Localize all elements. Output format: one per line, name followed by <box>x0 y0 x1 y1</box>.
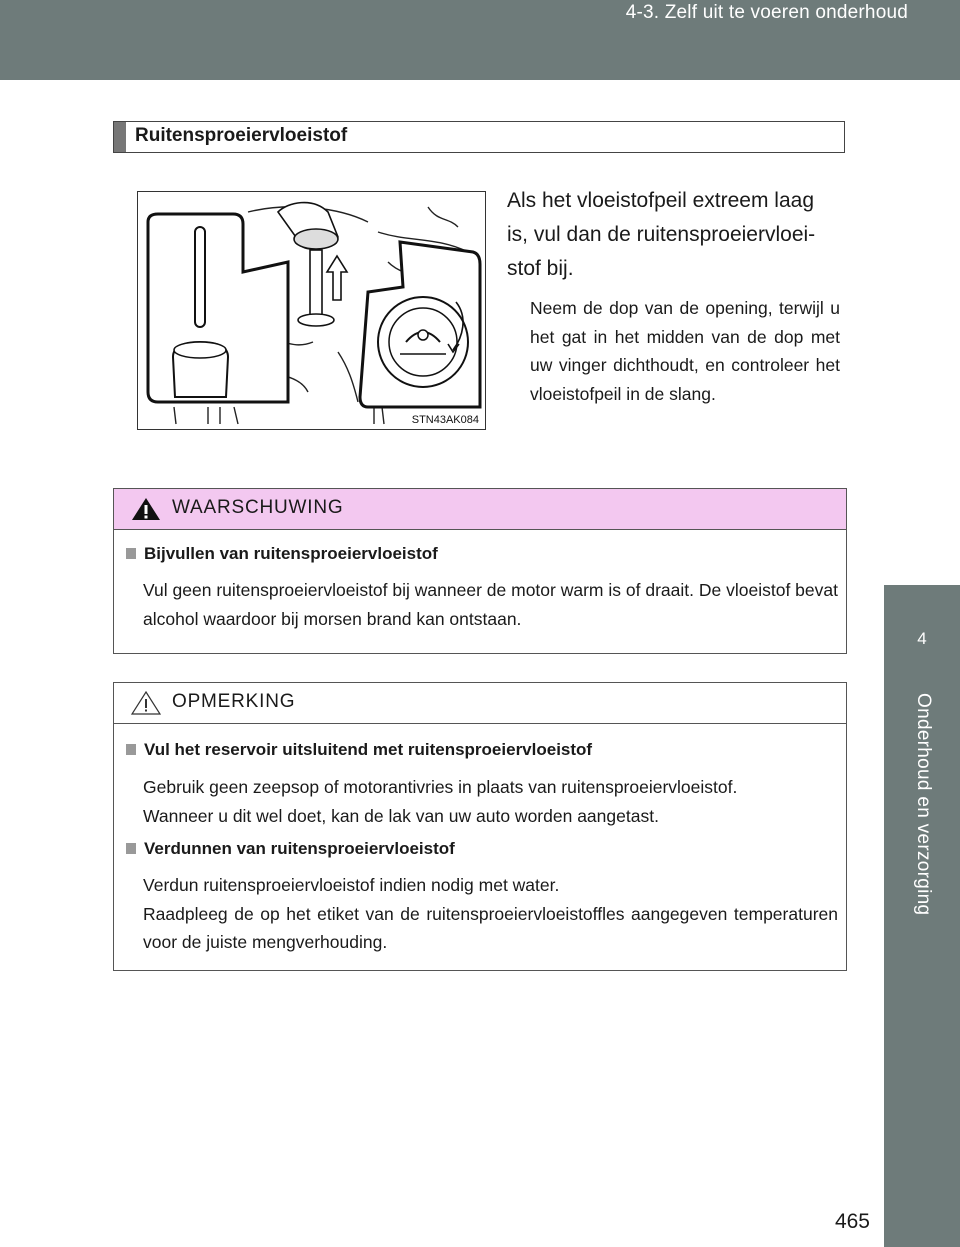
notice-box <box>113 682 847 971</box>
notice-triangle-icon <box>131 691 161 715</box>
square-bullet-icon <box>126 548 136 559</box>
intro-text: Als het vloeistofpeil extreem laag is, vul dan de ruitensproeiervloei-stof bij. <box>507 189 816 280</box>
notice-title: OPMERKING <box>172 691 296 712</box>
notice-item-title: Vul het reservoir uitsluitend met ruitensproeiervloeistof <box>126 740 592 760</box>
chapter-title: Onderhoud en verzorging <box>913 693 934 916</box>
washer-fluid-illustration <box>137 191 486 430</box>
notice-item-title: Verdunnen van ruitensproeiervloeistof <box>126 839 455 859</box>
washer-reservoir-drawing <box>138 192 484 428</box>
warning-item-body: Vul geen ruitensproeiervloeistof bij wanneer de motor warm is of draait. De vloeistof bevat alcohol waardoor bij morsen brand kan ontstaan. <box>143 580 838 629</box>
intro-detail: Neem de dop van de opening, terwijl u het gat in het midden van de dop met uw vinger dichthoudt, en controleer het vloeistofpeil in de slang. <box>530 298 840 404</box>
warning-box <box>113 488 847 654</box>
notice-header <box>114 683 846 724</box>
notice-item-body: Verdun ruitensproeiervloeistof indien nodig met water. Raadpleeg de op het etiket van de ruitensproeiervloeistoffles aangegeven temperaturen voor de juiste mengverhouding. <box>143 875 838 952</box>
warning-header <box>114 489 846 530</box>
section-heading-text: Ruitensproeiervloeistof <box>135 125 348 146</box>
chapter-tab <box>884 585 960 683</box>
warning-triangle-icon <box>131 497 161 521</box>
square-bullet-icon <box>126 744 136 755</box>
illustration-code: STN43AK084 <box>411 414 479 426</box>
header-title: 4-3. Zelf uit te voeren onderhoud <box>625 2 908 23</box>
section-heading <box>113 121 845 153</box>
chapter-number: 4 <box>917 629 927 648</box>
heading-accent-bar <box>114 122 126 152</box>
warning-item-title: Bijvullen van ruitensproeiervloeistof <box>126 544 438 564</box>
chapter-side-tab <box>884 683 960 1247</box>
square-bullet-icon <box>126 843 136 854</box>
notice-item-body: Gebruik geen zeepsop of motorantivries in plaats van ruitensproeiervloeistof. Wanneer u dit wel doet, kan de lak van uw auto worden aangetast. <box>143 777 738 826</box>
header-bar <box>0 0 960 80</box>
page-number: 465 <box>834 1210 870 1233</box>
warning-title: WAARSCHUWING <box>172 497 344 518</box>
